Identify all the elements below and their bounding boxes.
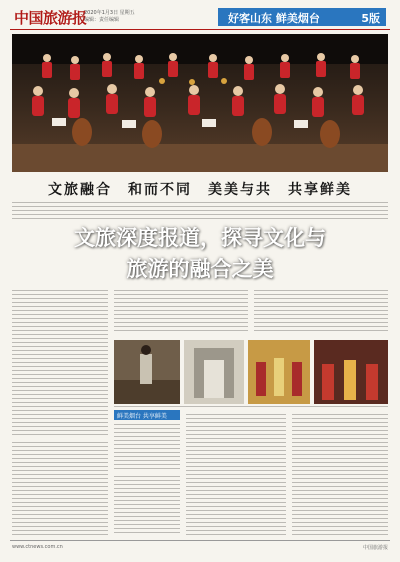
section-title: 好客山东 鲜美烟台 bbox=[228, 12, 320, 25]
overlay-line-2: 旅游的融合之美 bbox=[126, 257, 274, 281]
date-line: 2020年1月3日 星期五 bbox=[84, 10, 135, 16]
article-headline: 文旅融合 和而不同 美美与共 共享鲜美 bbox=[48, 182, 352, 198]
orchestra-illustration bbox=[12, 34, 388, 172]
text-column-left bbox=[12, 290, 108, 438]
page-number: 5版 bbox=[361, 12, 380, 25]
intro-text bbox=[12, 202, 388, 220]
text-column-lower-middle bbox=[186, 414, 286, 536]
text-column-lower-sidebar bbox=[114, 476, 180, 536]
masthead-rule bbox=[10, 29, 390, 30]
sidebar-subhead-text: 鲜美烟台 共享鲜美 bbox=[117, 413, 167, 420]
sidebar-text bbox=[114, 424, 180, 472]
newspaper-logo: 中国旅游报 bbox=[14, 9, 87, 27]
overlay-line-1: 文旅深度报道，探寻文化与 bbox=[74, 226, 326, 250]
sidebar-subhead bbox=[114, 410, 180, 420]
thumb-photo-2 bbox=[184, 340, 244, 404]
thumb-photo-3 bbox=[248, 340, 310, 404]
text-column-right bbox=[254, 290, 388, 334]
footer-left: www.ctnews.com.cn bbox=[12, 544, 63, 550]
thumb-photo-4 bbox=[314, 340, 388, 404]
thumb-photo-1 bbox=[114, 340, 180, 404]
edition-line: 编辑：责任编辑 bbox=[84, 17, 120, 23]
overlay-caption bbox=[0, 223, 400, 285]
text-column-lower-left bbox=[12, 442, 108, 536]
masthead bbox=[0, 0, 400, 30]
footer-rule bbox=[10, 540, 390, 541]
orchestra-photo bbox=[12, 34, 388, 172]
section-banner bbox=[218, 8, 386, 26]
footer-right: 中国旅游报 bbox=[362, 545, 388, 551]
text-column-middle bbox=[114, 290, 248, 334]
text-column-lower-right bbox=[292, 414, 388, 536]
